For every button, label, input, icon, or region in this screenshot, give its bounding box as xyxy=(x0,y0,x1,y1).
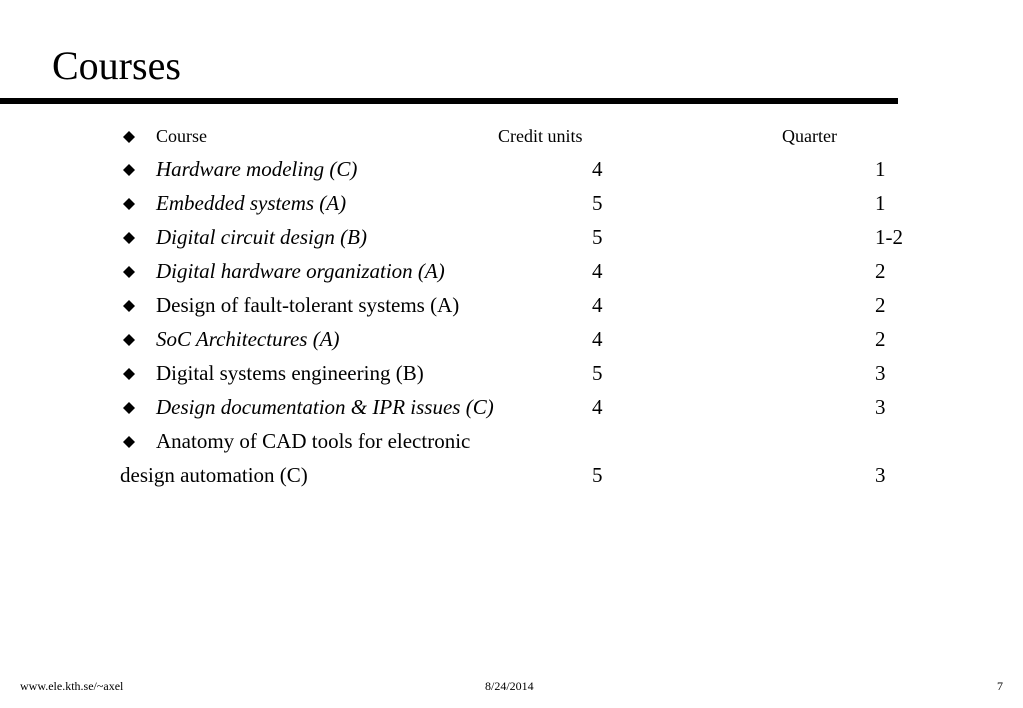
diamond-bullet-icon xyxy=(123,164,135,176)
diamond-bullet-icon xyxy=(123,300,135,312)
table-row xyxy=(0,259,1023,289)
credit-units: 5 xyxy=(592,463,603,487)
course-name-continued: design automation (C) xyxy=(120,463,308,487)
credit-units: 4 xyxy=(592,293,603,317)
slide-title: Courses xyxy=(52,43,181,88)
credit-units: 5 xyxy=(592,191,603,215)
diamond-bullet-icon xyxy=(123,436,135,448)
footer-date: 8/24/2014 xyxy=(485,679,534,693)
credit-units: 4 xyxy=(592,395,603,419)
course-name: SoC Architectures (A) xyxy=(156,327,340,351)
credit-units: 4 xyxy=(592,157,603,181)
diamond-bullet-icon xyxy=(123,368,135,380)
table-header-row xyxy=(0,126,1023,156)
quarter: 1 xyxy=(875,191,886,215)
footer-page-number: 7 xyxy=(997,679,1003,693)
diamond-bullet-icon xyxy=(123,198,135,210)
credit-units: 4 xyxy=(592,327,603,351)
table-row xyxy=(0,327,1023,357)
course-name: Embedded systems (A) xyxy=(156,191,347,215)
credit-units: 5 xyxy=(592,225,603,249)
table-row xyxy=(0,157,1023,187)
diamond-bullet-icon xyxy=(123,334,135,346)
course-name: Design of fault-tolerant systems (A) xyxy=(156,293,460,317)
quarter: 2 xyxy=(875,259,886,283)
header-course: Course xyxy=(156,126,207,146)
quarter: 3 xyxy=(875,395,886,419)
quarter: 3 xyxy=(875,463,886,487)
header-credit-units: Credit units xyxy=(498,126,583,146)
course-name: Hardware modeling (C) xyxy=(156,157,358,181)
table-row xyxy=(0,225,1023,255)
table-row xyxy=(0,395,1023,425)
diamond-bullet-icon xyxy=(123,232,135,244)
credit-units: 4 xyxy=(592,259,603,283)
course-name: Digital circuit design (B) xyxy=(156,225,367,249)
table-row xyxy=(0,429,1023,459)
header-quarter: Quarter xyxy=(782,126,837,146)
diamond-bullet-icon xyxy=(123,131,135,143)
credit-units: 5 xyxy=(592,361,603,385)
table-row-continuation xyxy=(0,463,1023,493)
course-name: Digital hardware organization (A) xyxy=(156,259,445,283)
footer-url: www.ele.kth.se/~axel xyxy=(20,679,124,693)
quarter: 2 xyxy=(875,293,886,317)
quarter: 2 xyxy=(875,327,886,351)
diamond-bullet-icon xyxy=(123,402,135,414)
table-row xyxy=(0,191,1023,221)
diamond-bullet-icon xyxy=(123,266,135,278)
course-name: Design documentation & IPR issues (C) xyxy=(156,395,494,419)
table-row xyxy=(0,293,1023,323)
title-divider xyxy=(0,98,898,104)
table-row xyxy=(0,361,1023,391)
quarter: 3 xyxy=(875,361,886,385)
course-name: Anatomy of CAD tools for electronic xyxy=(156,429,471,453)
quarter: 1-2 xyxy=(875,225,903,249)
quarter: 1 xyxy=(875,157,886,181)
course-name: Digital systems engineering (B) xyxy=(156,361,424,385)
